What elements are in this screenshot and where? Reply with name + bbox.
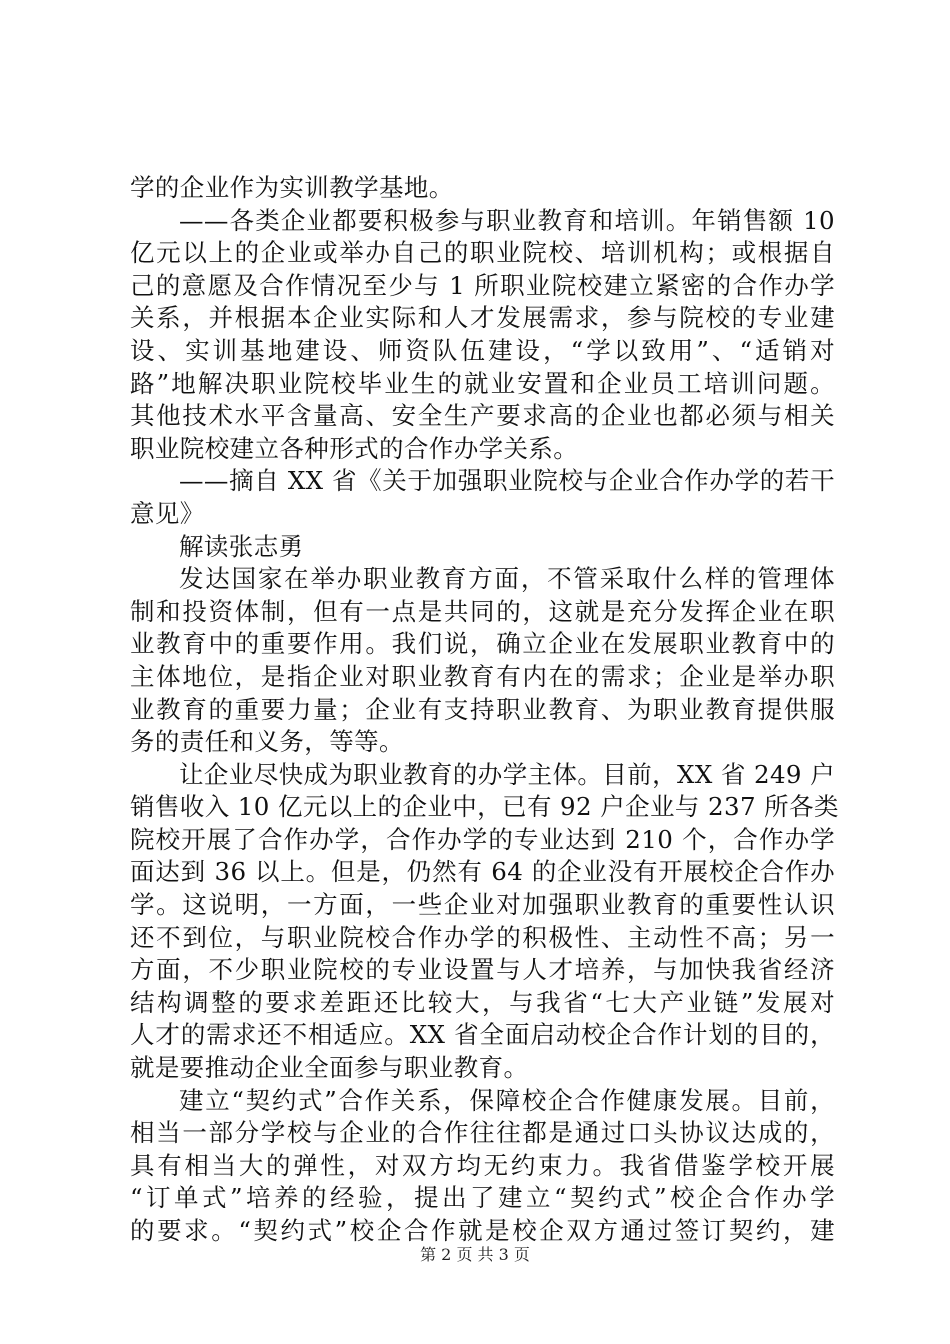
text-line: 发达国家在举办职业教育方面，不管采取什么样的管理体 xyxy=(179,564,835,594)
text-line: 面达到 36 以上。但是，仍然有 64 的企业没有开展校企合作办 xyxy=(130,857,835,887)
text-line: 主体地位，是指企业对职业教育有内在的需求；企业是举办职 xyxy=(130,661,835,691)
text-line: 人才的需求还不相适应。XX 省全面启动校企合作计划的目的， xyxy=(130,1020,835,1050)
text-line: 制和投资体制，但有一点是共同的，这就是充分发挥企业在职 xyxy=(130,596,835,626)
text-line: ——摘自 XX 省《关于加强职业院校与企业合作办学的若干 xyxy=(179,466,835,496)
text-line: 意见》 xyxy=(130,498,205,528)
text-line: 路”地解决职业院校毕业生的就业安置和企业员工培训问题。 xyxy=(130,368,835,398)
text-line: ——各类企业都要积极参与职业教育和培训。年销售额 10 xyxy=(179,205,835,235)
text-line: 销售收入 10 亿元以上的企业中，已有 92 户企业与 237 所各类 xyxy=(130,792,839,822)
document-body xyxy=(130,172,839,1248)
text-line: 关系，并根据本企业实际和人才发展需求，参与院校的专业建 xyxy=(130,303,835,333)
text-line: 设、实训基地建设、师资队伍建设，“学以致用”、“适销对 xyxy=(130,335,835,365)
text-line: 让企业尽快成为职业教育的办学主体。目前，XX 省 249 户 xyxy=(179,759,836,789)
text-line: 具有相当大的弹性，对双方均无约束力。我省借鉴学校开展 xyxy=(130,1150,835,1180)
text-line: 职业院校建立各种形式的合作办学关系。 xyxy=(130,433,579,463)
text-line: 方面，不少职业院校的专业设置与人才培养，与加快我省经济 xyxy=(130,955,835,985)
text-line: 业教育的重要力量；企业有支持职业教育、为职业教育提供服 xyxy=(130,694,835,724)
text-line: 学的企业作为实训教学基地。 xyxy=(130,173,454,202)
text-line: 解读张志勇 xyxy=(179,531,304,561)
text-line: 建立“契约式”合作关系，保障校企合作健康发展。目前， xyxy=(179,1085,835,1115)
text-line: 务的责任和义务，等等。 xyxy=(130,727,404,757)
text-line: 业教育中的重要作用。我们说，确立企业在发展职业教育中的 xyxy=(130,629,835,659)
page-number-label: 第 2 页 共 3 页 xyxy=(420,1245,530,1264)
text-line: 还不到位，与职业院校合作办学的积极性、主动性不高；另一 xyxy=(130,922,835,952)
text-line: “订单式”培养的经验，提出了建立“契约式”校企合作办学 xyxy=(130,1183,835,1213)
page-footer xyxy=(0,1245,950,1265)
text-line: 其他技术水平含量高、安全生产要求高的企业也都必须与相关 xyxy=(130,401,835,431)
text-line: 学。这说明，一方面，一些企业对加强职业教育的重要性认识 xyxy=(130,890,835,920)
text-line: 的要求。“契约式”校企合作就是校企双方通过签订契约，建 xyxy=(130,1216,835,1245)
text-line: 就是要推动企业全面参与职业教育。 xyxy=(130,1053,529,1083)
text-line: 院校开展了合作办学，合作办学的专业达到 210 个，合作办学 xyxy=(130,824,835,854)
text-line: 相当一部分学校与企业的合作往往都是通过口头协议达成的， xyxy=(130,1118,835,1148)
text-line: 己的意愿及合作情况至少与 1 所职业院校建立紧密的合作办学 xyxy=(130,270,835,300)
text-line: 亿元以上的企业或举办自己的职业院校、培训机构；或根据自 xyxy=(130,238,835,268)
text-line: 结构调整的要求差距还比较大，与我省“七大产业链”发展对 xyxy=(130,987,835,1017)
